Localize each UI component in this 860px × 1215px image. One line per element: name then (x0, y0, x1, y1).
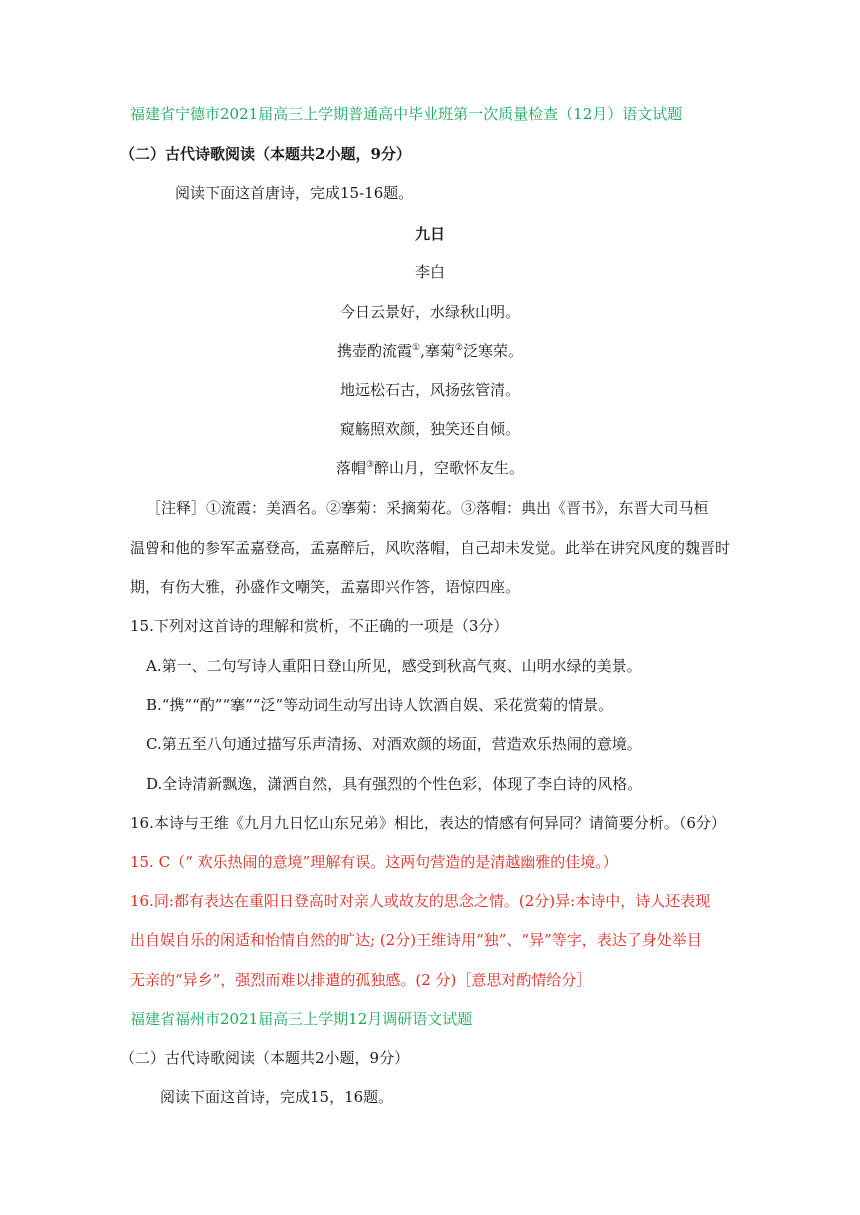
question-15-option-b: B.“携”“酌”“搴”“泛”等动词生动写出诗人饮酒自娱、采花赏菊的情景。 (146, 696, 614, 714)
poem-line-5-part-b: 醉山月，空歌怀友生。 (374, 459, 525, 477)
poem-line-2-part-a: 携壶酌流霞 (337, 342, 413, 360)
poem-line-4: 窥觞照欢颜，独笑还自倾。 (339, 420, 520, 438)
poem-author: 李白 (414, 263, 445, 281)
footnote-marker-3: ③ (365, 460, 375, 470)
source-title-ningde: 福建省宁德市2021届高三上学期普通高中毕业班第一次质量检查（12月）语文试题 (130, 105, 683, 123)
source-title-fuzhou: 福建省福州市2021届高三上学期12月调研语文试题 (130, 1010, 473, 1028)
annotation-line-3: 期，有伤大雅，孙盛作文嘲笑，孟嘉即兴作答，语惊四座。 (130, 578, 521, 596)
annotation-line-1: ［注释］①流霞：美酒名。②搴菊：采摘菊花。③落帽：典出《晋书》，东晋大司马桓 (146, 499, 709, 517)
question-15: 15.下列对这首诗的理解和赏析，不正确的一项是（3分） (130, 617, 509, 635)
answer-16-line-2: 出自娱自乐的闲适和怡情自然的旷达; (2分)王维诗用“独”、“异”等字，表达了身处举目 (130, 931, 702, 949)
question-15-option-a: A.第一、二句写诗人重阳日登山所见，感受到秋高气爽、山明水绿的美景。 (146, 657, 642, 675)
reading-instruction-2: 阅读下面这首诗，完成15，16题。 (160, 1088, 394, 1106)
annotation-line-2: 温曾和他的参军孟嘉登高，孟嘉醉后，风吹落帽，自己却未发觉。此举在讲究风度的魏晋时 (130, 539, 731, 557)
poem-line-2 (0, 341, 860, 361)
poem-line-5 (0, 458, 860, 478)
footnote-marker-1: ① (412, 343, 421, 353)
poem-line-3: 地远松石古，风扬弦管清。 (339, 381, 520, 399)
poem-line-2-part-b: ,搴菊 (420, 342, 455, 360)
poem-line-5-part-a: 落帽 (335, 459, 366, 477)
poem-title: 九日 (414, 225, 445, 243)
poem-line-1: 今日云景好，水绿秋山明。 (339, 303, 520, 321)
section-heading-poetry: （二）古代诗歌阅读（本题共2小题，9分） (120, 145, 411, 163)
answer-16-line-3: 无亲的“异乡”，强烈而难以排遣的孤独感。(2 分)［意思对酌情给分］ (130, 971, 592, 989)
reading-instruction: 阅读下面这首唐诗，完成15-16题。 (175, 184, 414, 202)
footnote-marker-2: ② (454, 343, 463, 353)
poem-line-2-part-c: 泛寒荣。 (462, 342, 523, 360)
answer-16-line-1: 16.同:都有表达在重阳日登高时对亲人或故友的思念之情。(2分)异:本诗中，诗人还表现 (130, 892, 711, 910)
question-15-option-d: D.全诗清新飘逸，潇洒自然，具有强烈的个性色彩，体现了李白诗的风格。 (146, 775, 643, 793)
section-heading-poetry-2: （二）古代诗歌阅读（本题共2小题，9分） (120, 1049, 410, 1067)
question-15-option-c: C.第五至八句通过描写乐声清扬、对酒欢颜的场面，营造欢乐热闹的意境。 (146, 735, 642, 753)
question-16: 16.本诗与王维《九月九日忆山东兄弟》相比，表达的情感有何异同？请简要分析。（6分） (130, 814, 726, 832)
answer-15: 15. C（“ 欢乐热闹的意境”理解有误。这两句营造的是清越幽雅的佳境。） (130, 853, 618, 871)
